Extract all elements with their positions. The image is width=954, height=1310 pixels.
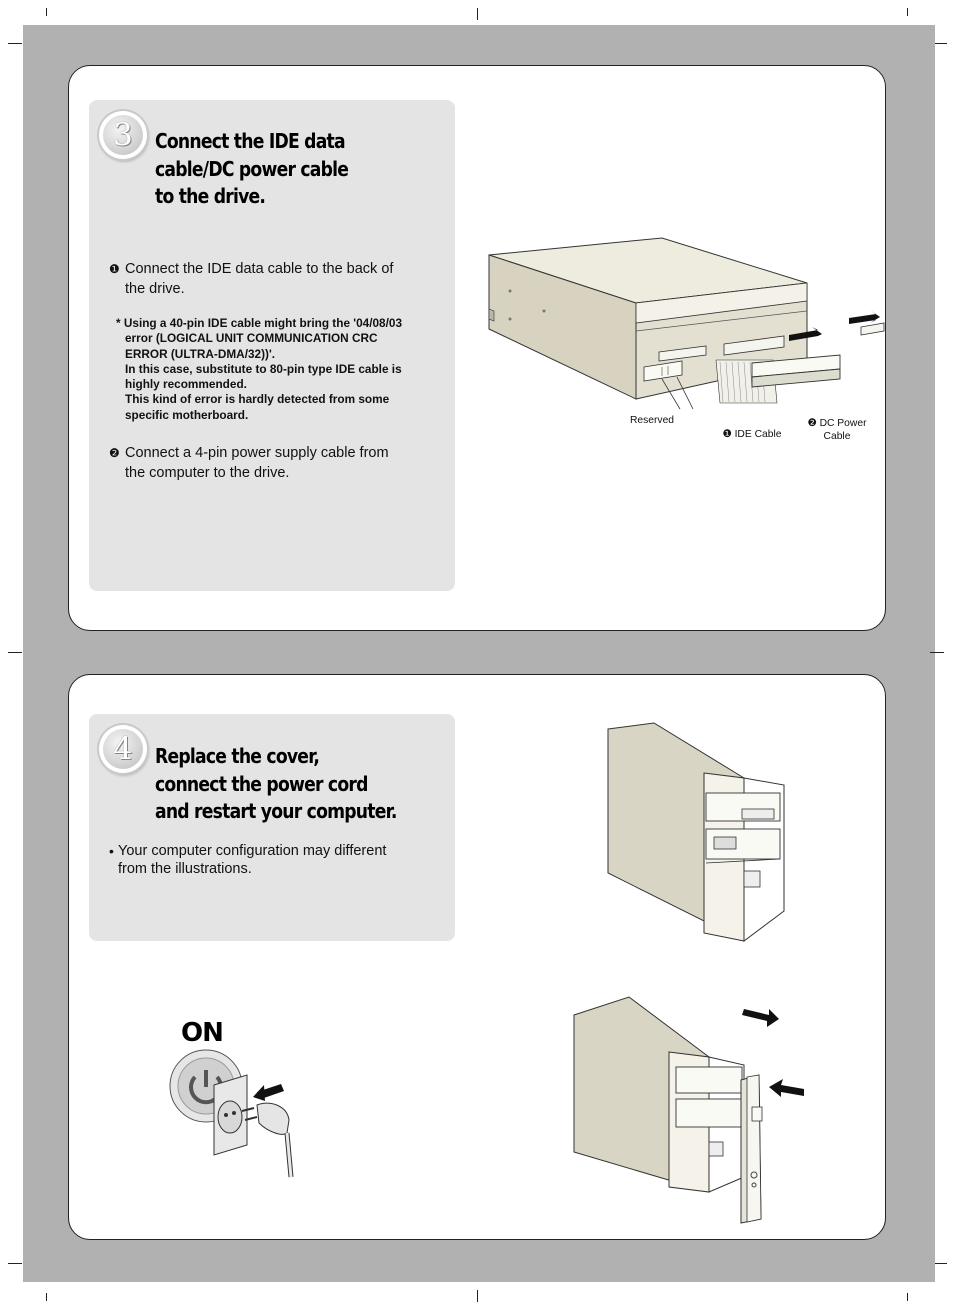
step-4-title: Replace the cover, connect the power cord and restart your computer. — [155, 744, 397, 823]
step-number: 3 — [103, 115, 143, 155]
step-3-instructions-box — [89, 100, 455, 591]
crop-mark — [907, 8, 908, 16]
crop-mark — [935, 43, 947, 44]
label-ide-cable: ❶ IDE Cable — [722, 429, 782, 440]
crop-mark — [935, 1263, 947, 1264]
step-number-badge — [99, 111, 147, 159]
step-3-panel — [68, 65, 886, 631]
power-plug-icon — [242, 1103, 291, 1177]
instruction-ide-cable: ❶ Connect the IDE data cable to the back of the drive. — [109, 261, 394, 297]
label-dc-power-cable: ❷ DC Power Cable — [807, 418, 867, 442]
crop-mark — [8, 43, 22, 44]
step-4-instructions-box — [89, 714, 455, 941]
label-reserved: Reserved — [629, 415, 675, 426]
arrow-icon — [742, 1009, 779, 1027]
crop-mark — [8, 652, 22, 653]
configuration-note: • Your computer configuration may different from the illustrations. — [109, 843, 387, 877]
optical-drive-illustration — [484, 231, 874, 441]
crop-mark — [46, 1293, 47, 1301]
crop-mark — [907, 1293, 908, 1301]
crop-mark — [8, 1263, 22, 1264]
wall-socket-icon — [214, 1075, 247, 1155]
crop-mark — [930, 652, 944, 653]
ide-cable-warning-note: * Using a 40-pin IDE cable might bring the '04/08/03 error (LOGICAL UNIT COMMUNICATION CRC ERROR (ULTRA-DMA/32))'. In this case, substitute to 80-pin type IDE cable is highly recommended. This kind of error is hardly detected from some specific motherboard. — [116, 316, 403, 422]
on-label: ON — [181, 1018, 223, 1048]
pc-tower-illustration — [604, 723, 784, 945]
crop-mark — [477, 8, 478, 20]
arrow-icon — [769, 1079, 804, 1097]
instruction-power-cable: ❷ Connect a 4-pin power supply cable from the computer to the drive. — [109, 445, 389, 481]
crop-mark — [477, 1290, 478, 1302]
step-number: 4 — [103, 729, 143, 769]
step-4-panel — [68, 674, 886, 1240]
power-connection-illustration — [169, 1045, 319, 1180]
step-marker-2: ❷ — [109, 446, 120, 460]
pc-cover-replace-illustration — [569, 997, 809, 1227]
step-marker-1: ❶ — [109, 262, 120, 276]
crop-mark — [46, 8, 47, 16]
step-number-badge — [99, 725, 147, 773]
step-3-title: Connect the IDE data cable/DC power cable to the drive. — [155, 129, 349, 208]
